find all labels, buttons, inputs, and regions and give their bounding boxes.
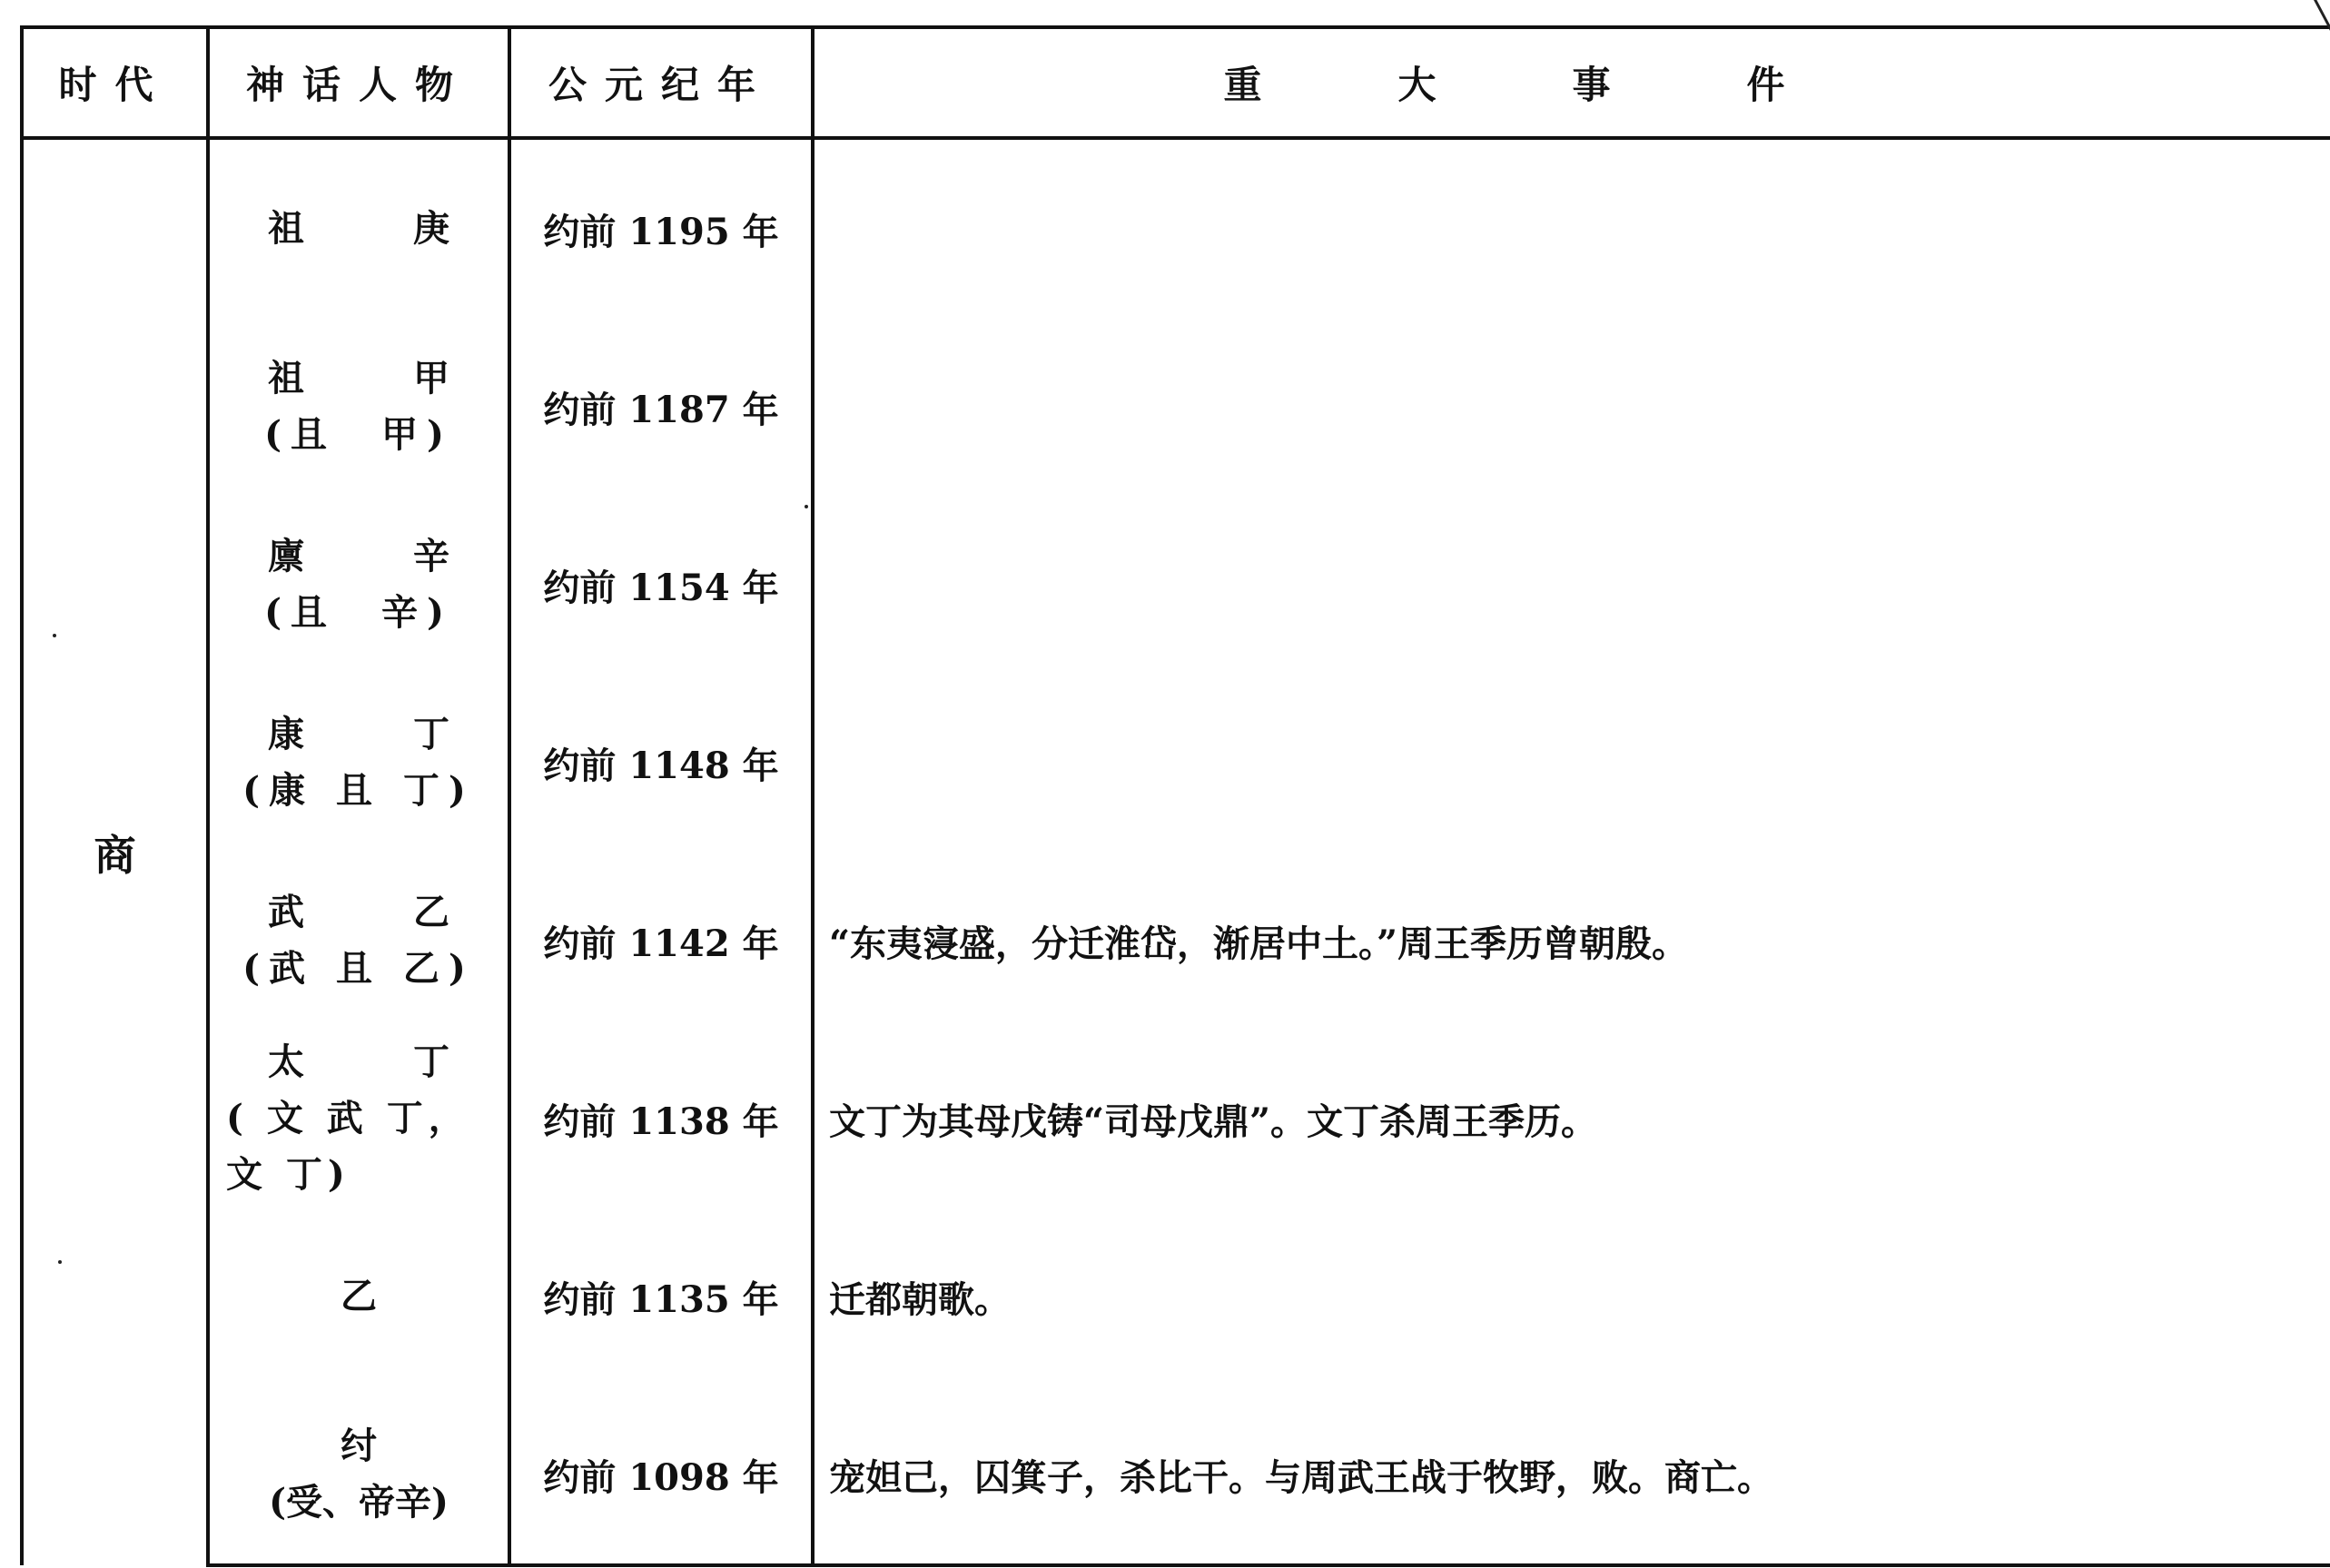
- year-cell: 约前 1154 年: [509, 496, 813, 674]
- figure-cell: [208, 1030, 509, 1208]
- figure-cell: [208, 138, 509, 318]
- event-cell: [813, 318, 2330, 496]
- figure-alias: (武 且 乙): [242, 947, 475, 990]
- header-events-label: 重大事件: [1223, 63, 1921, 107]
- year-cell: 约前 1098 年: [509, 1386, 813, 1565]
- header-row: [22, 27, 2330, 138]
- event-cell: 宠妲己，囚箕子，杀比干。与周武王战于牧野，败。商亡。: [813, 1386, 2330, 1565]
- figure-alias: (且 辛): [264, 591, 453, 634]
- event-cell: 文丁为其母戊铸“司母戊鼎”。文丁杀周王季历。: [813, 1030, 2330, 1208]
- figure-name: 廪 辛: [268, 535, 486, 577]
- table-row: [22, 852, 2330, 1030]
- figure-name: 祖 庚: [268, 207, 486, 250]
- figure-alias: ( 文 武 丁， 文 丁): [226, 1097, 470, 1196]
- event-cell: [813, 138, 2330, 318]
- figure-name: 乙: [341, 1275, 377, 1317]
- scan-speck: [58, 1260, 62, 1264]
- event-cell: [813, 674, 2330, 852]
- year-cell: 约前 1195 年: [509, 138, 813, 318]
- header-events: [813, 27, 2330, 138]
- table-row: [22, 1208, 2330, 1386]
- era-cell: 商: [22, 138, 208, 1565]
- figure-cell: [208, 1208, 509, 1386]
- year-cell: 约前 1138 年: [509, 1030, 813, 1208]
- figure-alias: (且 甲): [264, 413, 453, 456]
- figure-cell: [208, 496, 509, 674]
- year-cell: 约前 1142 年: [509, 852, 813, 1030]
- header-figure: 神话人物: [208, 27, 509, 138]
- header-era: 时代: [22, 27, 208, 138]
- year-cell: 约前 1187 年: [509, 318, 813, 496]
- figure-alias: (受、帝辛): [269, 1481, 449, 1524]
- table-row: [22, 674, 2330, 852]
- figure-name: 太 丁: [268, 1040, 486, 1083]
- scan-speck: [53, 634, 56, 637]
- figure-cell: [208, 674, 509, 852]
- event-cell: “东夷寖盛，分迁淮岱，渐居中土。”周王季历曾朝殷。: [813, 852, 2330, 1030]
- event-cell: 迁都朝歌。: [813, 1208, 2330, 1386]
- figure-alias: (康 且 丁): [242, 769, 475, 812]
- figure-cell: [208, 1386, 509, 1565]
- table-row: [22, 1030, 2330, 1208]
- year-cell: 约前 1148 年: [509, 674, 813, 852]
- figure-name: 祖 甲: [268, 357, 486, 399]
- table-row: [22, 318, 2330, 496]
- figure-cell: [208, 852, 509, 1030]
- table-row: [22, 138, 2330, 318]
- scan-speck: [805, 505, 808, 508]
- table-row: [22, 496, 2330, 674]
- event-cell: [813, 496, 2330, 674]
- table-row: [22, 1386, 2330, 1565]
- figure-name: 康 丁: [268, 713, 486, 755]
- chronology-table: [20, 25, 2330, 1567]
- figure-name: 纣: [341, 1425, 377, 1467]
- year-cell: 约前 1135 年: [509, 1208, 813, 1386]
- figure-name: 武 乙: [268, 891, 486, 933]
- header-year: 公元纪年: [509, 27, 813, 138]
- figure-cell: [208, 318, 509, 496]
